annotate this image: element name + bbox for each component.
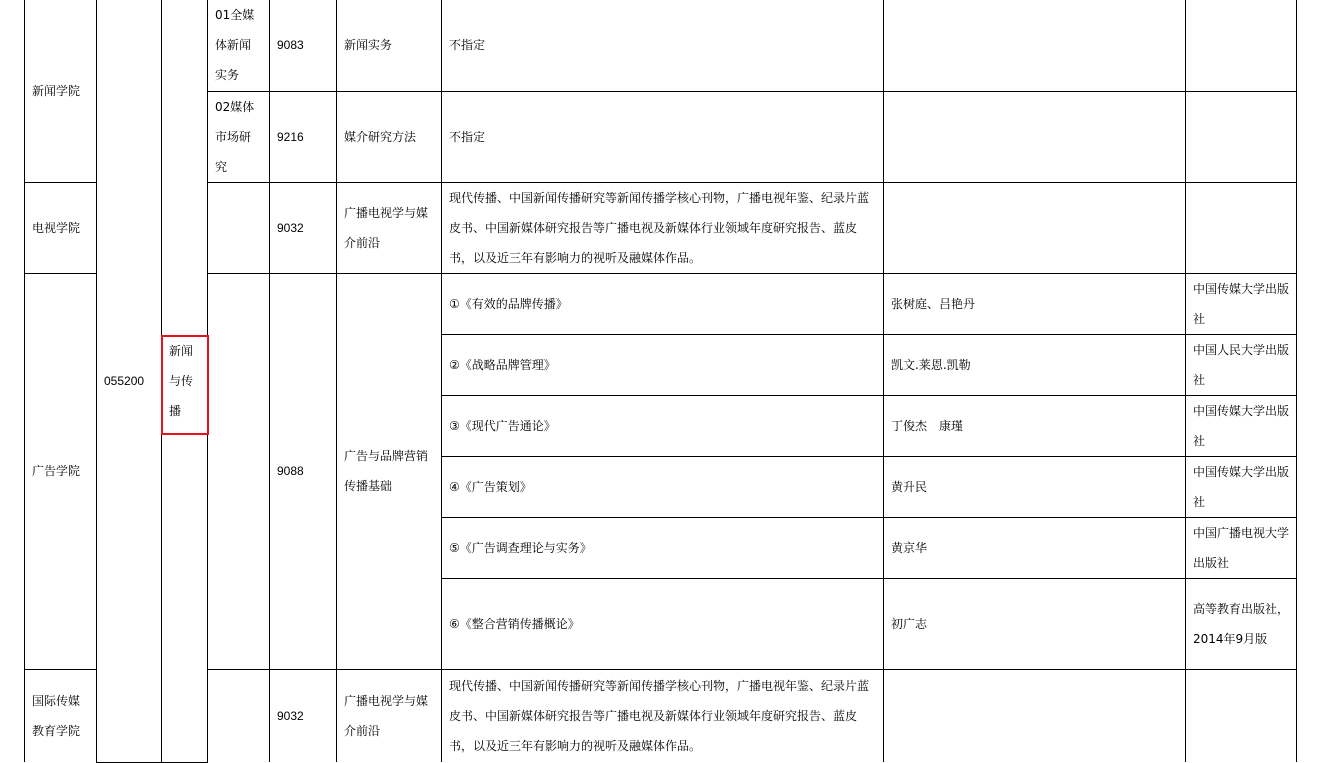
department-cell: 广告学院 xyxy=(25,273,97,669)
publisher-cell: 中国人民大学出版社 xyxy=(1186,334,1297,395)
subject-code-cell: 9216 xyxy=(270,91,337,182)
reference-book-cell: 现代传播、中国新闻传播研究等新闻传播学核心刊物，广播电视年鉴、纪录片蓝皮书、中国新媒体研究报告等广播电视及新媒体行业领域年度研究报告、蓝皮书，以及近三年有影响力的视听及融媒体作品。 xyxy=(442,669,884,762)
reference-book-cell: ⑤《广告调查理论与实务》 xyxy=(442,517,884,578)
direction-cell: 02媒体市场研究 xyxy=(208,91,270,182)
author-cell xyxy=(884,91,1186,182)
publisher-cell xyxy=(1186,0,1297,91)
major-name: 新闻与传播 xyxy=(169,343,194,418)
reference-book-cell: ①《有效的品牌传播》 xyxy=(442,273,884,334)
department-cell: 国际传媒教育学院 xyxy=(25,669,97,762)
department-cell: 电视学院 xyxy=(25,182,97,273)
subject-code-cell: 9032 xyxy=(270,669,337,762)
reference-book-cell: 现代传播、中国新闻传播研究等新闻传播学核心刊物，广播电视年鉴、纪录片蓝皮书、中国新媒体研究报告等广播电视及新媒体行业领域年度研究报告、蓝皮书，以及近三年有影响力的视听及融媒体作品。 xyxy=(442,182,884,273)
subject-code-cell: 9032 xyxy=(270,182,337,273)
subject-code-cell: 9088 xyxy=(270,273,337,669)
table-row xyxy=(25,273,1297,334)
subject-name-cell: 广告与品牌营销传播基础 xyxy=(337,273,442,669)
author-cell xyxy=(884,0,1186,91)
author-cell: 黄京华 xyxy=(884,517,1186,578)
table-row xyxy=(25,669,1297,762)
publisher-cell: 中国传媒大学出版社 xyxy=(1186,395,1297,456)
reference-book-cell: ③《现代广告通论》 xyxy=(442,395,884,456)
subject-name-cell: 媒介研究方法 xyxy=(337,91,442,182)
author-cell xyxy=(884,669,1186,762)
publisher-cell: 中国广播电视大学出版社 xyxy=(1186,517,1297,578)
table-row xyxy=(25,91,1297,182)
author-cell: 黄升民 xyxy=(884,456,1186,517)
author-cell xyxy=(884,182,1186,273)
direction-cell: 01全媒体新闻实务 xyxy=(208,0,270,91)
major-code-cell: 055200 xyxy=(97,0,162,762)
reference-book-cell: 不指定 xyxy=(442,0,884,91)
direction-cell xyxy=(208,182,270,273)
publisher-cell: 中国传媒大学出版社 xyxy=(1186,273,1297,334)
reference-book-cell: 不指定 xyxy=(442,91,884,182)
subject-name-cell: 广播电视学与媒介前沿 xyxy=(337,669,442,762)
reference-book-cell: ②《战略品牌管理》 xyxy=(442,334,884,395)
reference-book-cell: ⑥《整合营销传播概论》 xyxy=(442,578,884,669)
table-row xyxy=(25,182,1297,273)
publisher-cell xyxy=(1186,91,1297,182)
author-cell: 丁俊杰 康瑾 xyxy=(884,395,1186,456)
publisher-cell: 中国传媒大学出版社 xyxy=(1186,456,1297,517)
major-name-cell xyxy=(162,0,208,762)
publisher-cell: 高等教育出版社，2014年9月版 xyxy=(1186,578,1297,669)
subject-name-cell: 新闻实务 xyxy=(337,0,442,91)
publisher-cell xyxy=(1186,182,1297,273)
author-cell: 初广志 xyxy=(884,578,1186,669)
direction-cell xyxy=(208,669,270,762)
subject-name-cell: 广播电视学与媒介前沿 xyxy=(337,182,442,273)
table-row xyxy=(25,0,1297,91)
subject-code-cell: 9083 xyxy=(270,0,337,91)
department-cell: 新闻学院 xyxy=(25,0,97,182)
author-cell: 张树庭、吕艳丹 xyxy=(884,273,1186,334)
reference-book-cell: ④《广告策划》 xyxy=(442,456,884,517)
exam-reference-table xyxy=(24,0,1297,763)
direction-cell xyxy=(208,273,270,669)
author-cell: 凯文.莱恩.凯勒 xyxy=(884,334,1186,395)
publisher-cell xyxy=(1186,669,1297,762)
